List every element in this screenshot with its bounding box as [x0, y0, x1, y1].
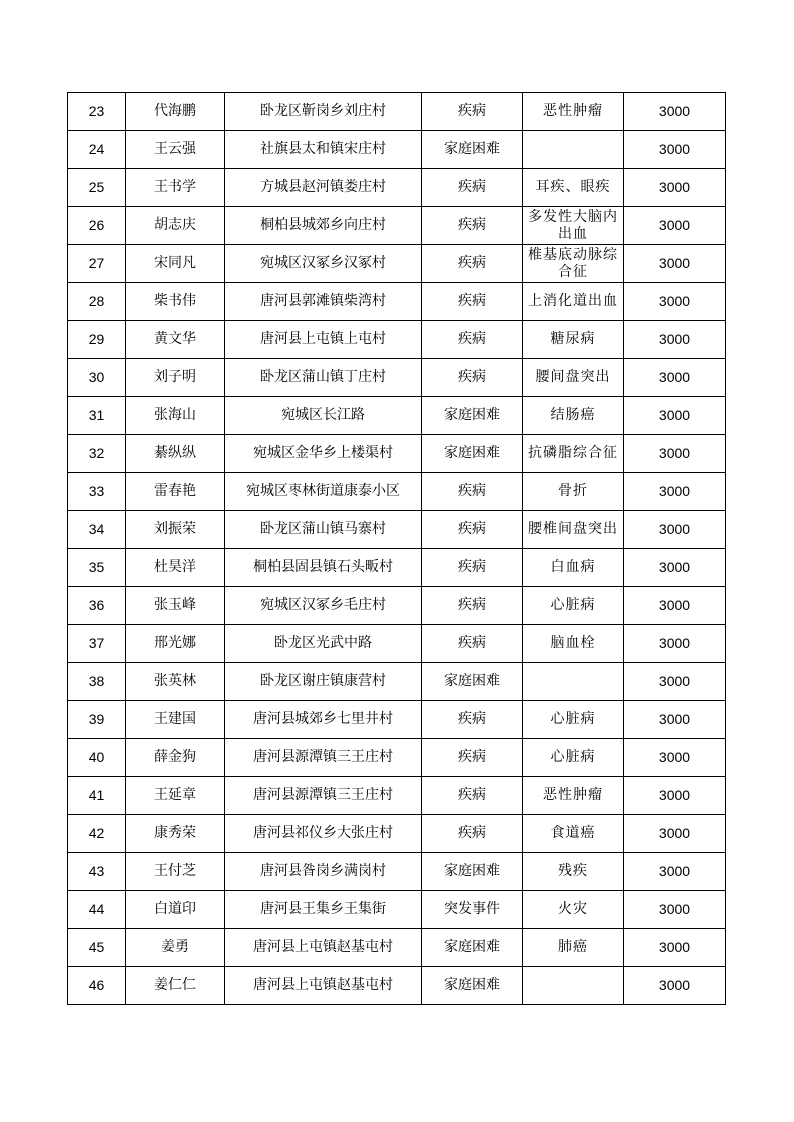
assistance-type-cell: 疾病 — [422, 739, 523, 777]
table-row — [68, 777, 726, 815]
row-number-cell: 24 — [68, 131, 126, 169]
table-row — [68, 701, 726, 739]
amount-cell: 3000 — [624, 739, 726, 777]
assistance-type-cell: 突发事件 — [422, 891, 523, 929]
amount-cell: 3000 — [624, 853, 726, 891]
amount-cell: 3000 — [624, 777, 726, 815]
recipient-name-cell: 杜昊洋 — [126, 549, 225, 587]
reason-cell: 腰椎间盘突出 — [523, 511, 624, 549]
table-row — [68, 549, 726, 587]
row-number-cell: 32 — [68, 435, 126, 473]
address-cell: 卧龙区光武中路 — [225, 625, 422, 663]
amount-cell: 3000 — [624, 815, 726, 853]
row-number-cell: 29 — [68, 321, 126, 359]
assistance-type-cell: 疾病 — [422, 587, 523, 625]
address-cell: 唐河县城郊乡七里井村 — [225, 701, 422, 739]
amount-cell: 3000 — [624, 93, 726, 131]
address-cell: 宛城区汉冢乡汉冢村 — [225, 245, 422, 283]
row-number-cell: 44 — [68, 891, 126, 929]
recipient-name-cell: 张英林 — [126, 663, 225, 701]
address-cell: 宛城区金华乡上楼渠村 — [225, 435, 422, 473]
amount-cell: 3000 — [624, 359, 726, 397]
reason-cell: 心脏病 — [523, 701, 624, 739]
address-cell: 卧龙区蒲山镇马寨村 — [225, 511, 422, 549]
assistance-type-cell: 家庭困难 — [422, 929, 523, 967]
assistance-type-cell: 家庭困难 — [422, 397, 523, 435]
amount-cell: 3000 — [624, 397, 726, 435]
reason-cell: 耳疾、眼疾 — [523, 169, 624, 207]
amount-cell: 3000 — [624, 473, 726, 511]
reason-cell: 肺癌 — [523, 929, 624, 967]
row-number-cell: 30 — [68, 359, 126, 397]
assistance-type-cell: 疾病 — [422, 815, 523, 853]
table-row — [68, 473, 726, 511]
address-cell: 唐河县源潭镇三王庄村 — [225, 777, 422, 815]
reason-cell — [523, 967, 624, 1005]
address-cell: 宛城区汉冢乡毛庄村 — [225, 587, 422, 625]
recipient-name-cell: 刘子明 — [126, 359, 225, 397]
table-row — [68, 891, 726, 929]
table-row — [68, 93, 726, 131]
assistance-type-cell: 家庭困难 — [422, 663, 523, 701]
recipient-name-cell: 王付芝 — [126, 853, 225, 891]
reason-cell: 上消化道出血 — [523, 283, 624, 321]
assistance-type-cell: 疾病 — [422, 245, 523, 283]
recipient-name-cell: 刘振荣 — [126, 511, 225, 549]
amount-cell: 3000 — [624, 131, 726, 169]
table-row — [68, 131, 726, 169]
amount-cell: 3000 — [624, 321, 726, 359]
recipient-name-cell: 宋同凡 — [126, 245, 225, 283]
assistance-type-cell: 疾病 — [422, 169, 523, 207]
reason-cell — [523, 131, 624, 169]
table-row — [68, 283, 726, 321]
table-row — [68, 397, 726, 435]
amount-cell: 3000 — [624, 283, 726, 321]
assistance-type-cell: 家庭困难 — [422, 435, 523, 473]
assistance-type-cell: 疾病 — [422, 473, 523, 511]
table-row — [68, 853, 726, 891]
reason-cell: 火灾 — [523, 891, 624, 929]
table-row — [68, 625, 726, 663]
row-number-cell: 33 — [68, 473, 126, 511]
recipient-name-cell: 康秀荣 — [126, 815, 225, 853]
amount-cell: 3000 — [624, 169, 726, 207]
reason-cell: 腰间盘突出 — [523, 359, 624, 397]
reason-cell: 抗磷脂综合征 — [523, 435, 624, 473]
row-number-cell: 34 — [68, 511, 126, 549]
address-cell: 社旗县太和镇宋庄村 — [225, 131, 422, 169]
row-number-cell: 35 — [68, 549, 126, 587]
recipient-name-cell: 綦纵纵 — [126, 435, 225, 473]
address-cell: 桐柏县城郊乡向庄村 — [225, 207, 422, 245]
assistance-type-cell: 疾病 — [422, 207, 523, 245]
table-row — [68, 359, 726, 397]
amount-cell: 3000 — [624, 929, 726, 967]
table-row — [68, 967, 726, 1005]
row-number-cell: 42 — [68, 815, 126, 853]
recipient-name-cell: 邢光娜 — [126, 625, 225, 663]
row-number-cell: 45 — [68, 929, 126, 967]
reason-cell: 糖尿病 — [523, 321, 624, 359]
recipient-name-cell: 姜勇 — [126, 929, 225, 967]
table-row — [68, 207, 726, 245]
reason-cell: 椎基底动脉综合征 — [523, 245, 624, 283]
amount-cell: 3000 — [624, 701, 726, 739]
recipient-name-cell: 薛金狗 — [126, 739, 225, 777]
row-number-cell: 41 — [68, 777, 126, 815]
reason-cell: 白血病 — [523, 549, 624, 587]
address-cell: 宛城区枣林街道康泰小区 — [225, 473, 422, 511]
recipient-name-cell: 王书学 — [126, 169, 225, 207]
table-row — [68, 739, 726, 777]
assistance-type-cell: 疾病 — [422, 359, 523, 397]
recipient-name-cell: 张海山 — [126, 397, 225, 435]
table-row — [68, 929, 726, 967]
assistance-type-cell: 疾病 — [422, 777, 523, 815]
address-cell: 宛城区长江路 — [225, 397, 422, 435]
reason-cell: 恶性肿瘤 — [523, 777, 624, 815]
table-row — [68, 321, 726, 359]
address-cell: 唐河县上屯镇赵基屯村 — [225, 929, 422, 967]
assistance-type-cell: 家庭困难 — [422, 967, 523, 1005]
roster-table-body — [68, 93, 726, 1005]
table-row — [68, 169, 726, 207]
amount-cell: 3000 — [624, 435, 726, 473]
address-cell: 卧龙区蒲山镇丁庄村 — [225, 359, 422, 397]
table-row — [68, 815, 726, 853]
table-row — [68, 663, 726, 701]
reason-cell: 多发性大脑内出血 — [523, 207, 624, 245]
address-cell: 唐河县源潭镇三王庄村 — [225, 739, 422, 777]
row-number-cell: 37 — [68, 625, 126, 663]
row-number-cell: 28 — [68, 283, 126, 321]
amount-cell: 3000 — [624, 511, 726, 549]
address-cell: 唐河县祁仪乡大张庄村 — [225, 815, 422, 853]
table-row — [68, 587, 726, 625]
amount-cell: 3000 — [624, 625, 726, 663]
recipient-name-cell: 黄文华 — [126, 321, 225, 359]
address-cell: 唐河县昝岗乡满岗村 — [225, 853, 422, 891]
assistance-type-cell: 疾病 — [422, 625, 523, 663]
table-row — [68, 511, 726, 549]
reason-cell: 心脏病 — [523, 587, 624, 625]
reason-cell — [523, 663, 624, 701]
reason-cell: 脑血栓 — [523, 625, 624, 663]
row-number-cell: 38 — [68, 663, 126, 701]
assistance-type-cell: 疾病 — [422, 93, 523, 131]
row-number-cell: 43 — [68, 853, 126, 891]
row-number-cell: 26 — [68, 207, 126, 245]
assistance-type-cell: 疾病 — [422, 511, 523, 549]
amount-cell: 3000 — [624, 207, 726, 245]
recipient-name-cell: 柴书伟 — [126, 283, 225, 321]
recipient-name-cell: 王云强 — [126, 131, 225, 169]
amount-cell: 3000 — [624, 967, 726, 1005]
recipient-name-cell: 雷春艳 — [126, 473, 225, 511]
reason-cell: 心脏病 — [523, 739, 624, 777]
assistance-type-cell: 家庭困难 — [422, 853, 523, 891]
amount-cell: 3000 — [624, 891, 726, 929]
table-row — [68, 245, 726, 283]
reason-cell: 结肠癌 — [523, 397, 624, 435]
table-row — [68, 435, 726, 473]
address-cell: 卧龙区谢庄镇康营村 — [225, 663, 422, 701]
recipient-name-cell: 张玉峰 — [126, 587, 225, 625]
address-cell: 唐河县上屯镇上屯村 — [225, 321, 422, 359]
address-cell: 桐柏县固县镇石头畈村 — [225, 549, 422, 587]
row-number-cell: 25 — [68, 169, 126, 207]
recipient-name-cell: 王建国 — [126, 701, 225, 739]
reason-cell: 骨折 — [523, 473, 624, 511]
row-number-cell: 23 — [68, 93, 126, 131]
recipient-name-cell: 胡志庆 — [126, 207, 225, 245]
row-number-cell: 40 — [68, 739, 126, 777]
reason-cell: 恶性肿瘤 — [523, 93, 624, 131]
row-number-cell: 31 — [68, 397, 126, 435]
row-number-cell: 46 — [68, 967, 126, 1005]
recipient-name-cell: 代海鹏 — [126, 93, 225, 131]
assistance-type-cell: 家庭困难 — [422, 131, 523, 169]
recipient-name-cell: 姜仁仁 — [126, 967, 225, 1005]
amount-cell: 3000 — [624, 245, 726, 283]
recipient-name-cell: 白道印 — [126, 891, 225, 929]
assistance-type-cell: 疾病 — [422, 283, 523, 321]
row-number-cell: 39 — [68, 701, 126, 739]
assistance-type-cell: 疾病 — [422, 321, 523, 359]
row-number-cell: 27 — [68, 245, 126, 283]
amount-cell: 3000 — [624, 587, 726, 625]
address-cell: 唐河县王集乡王集街 — [225, 891, 422, 929]
amount-cell: 3000 — [624, 663, 726, 701]
assistance-type-cell: 疾病 — [422, 701, 523, 739]
row-number-cell: 36 — [68, 587, 126, 625]
address-cell: 唐河县上屯镇赵基屯村 — [225, 967, 422, 1005]
reason-cell: 食道癌 — [523, 815, 624, 853]
reason-cell: 残疾 — [523, 853, 624, 891]
address-cell: 方城县赵河镇娄庄村 — [225, 169, 422, 207]
assistance-roster-table — [67, 92, 726, 1005]
assistance-type-cell: 疾病 — [422, 549, 523, 587]
address-cell: 唐河县郭滩镇柴湾村 — [225, 283, 422, 321]
recipient-name-cell: 王延章 — [126, 777, 225, 815]
address-cell: 卧龙区靳岗乡刘庄村 — [225, 93, 422, 131]
amount-cell: 3000 — [624, 549, 726, 587]
